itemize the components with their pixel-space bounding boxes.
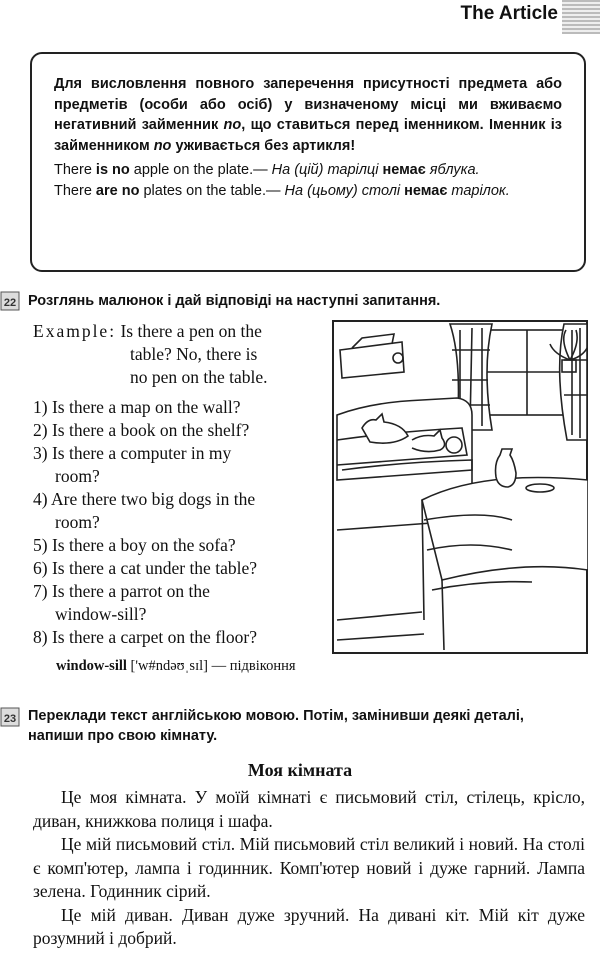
question-item: 3) Is there a computer in my room? bbox=[33, 443, 232, 486]
question-item: 2) Is there a book on the shelf? bbox=[33, 420, 250, 440]
rule-text: Для висловлення повного заперечення присутності предмета або предметів (особи або осіб) у визначеному місці ми вживаємо негативний займенник no, що ставиться перед іменником. Іменник із займенником no уживається без артикля! bbox=[54, 76, 562, 154]
room-illustration bbox=[332, 320, 588, 654]
question-item: 4) Are there two big dogs in the room? bbox=[33, 489, 256, 532]
exercise-22-number: 22 bbox=[3, 297, 17, 309]
rule-example-2: There are no plates on the table.— На (цьому) столі немає тарілок. bbox=[54, 182, 510, 199]
example-label: Example: bbox=[33, 321, 117, 341]
question-item: 1) Is there a map on the wall? bbox=[33, 397, 241, 417]
exercise-23-number: 23 bbox=[3, 713, 17, 725]
text-paragraph: Це моя кімната. У моїй кімнаті є письмовий стіл, стілець, крісло, диван, книжкова полиця і шафа. bbox=[33, 787, 585, 831]
chapter-tab-marker bbox=[562, 0, 600, 34]
page-header bbox=[410, 0, 600, 34]
grammar-rule-box bbox=[30, 52, 586, 272]
question-item: 6) Is there a cat under the table? bbox=[33, 558, 257, 578]
exercise-23-number-icon bbox=[0, 707, 20, 727]
glossary-entry: window-sill ['w#ndəʊˌsɪl] — підвіконня bbox=[56, 658, 296, 674]
question-item: 7) Is there a parrot on the window-sill? bbox=[33, 581, 210, 624]
text-paragraph: Це мій письмовий стіл. Мій письмовий стіл великий і новий. На столі є комп'ютер, лампа і годинник. Комп'ютер новий і дуже гарний. Лампа зелена. Годинник сірий. bbox=[33, 834, 585, 901]
question-item: 8) Is there a carpet on the floor? bbox=[33, 627, 257, 647]
text-paragraph: Це мій диван. Диван дуже зручний. На дивані кіт. Мій кіт дуже розумний і добрий. bbox=[33, 904, 585, 948]
exercise-22-instruction: Розглянь малюнок і дай відповіді на наступні запитання. bbox=[28, 293, 441, 309]
chapter-title: The Article bbox=[460, 3, 558, 24]
translation-text bbox=[33, 786, 585, 951]
rule-example-1: There is no apple on the plate.— На (цій) тарілці немає яблука. bbox=[54, 162, 480, 178]
text-title: Моя кімната bbox=[247, 760, 353, 780]
example-block: Example: Is there a pen on the table? No, there is no pen on the table. bbox=[33, 321, 268, 387]
question-list bbox=[33, 396, 323, 649]
exercise-22-number-icon bbox=[0, 291, 20, 311]
exercise-23-instruction: Переклади текст англійською мовою. Потім, замінивши деякі деталі, напиши про свою кімнату. bbox=[28, 708, 524, 744]
question-item: 5) Is there a boy on the sofa? bbox=[33, 535, 236, 555]
